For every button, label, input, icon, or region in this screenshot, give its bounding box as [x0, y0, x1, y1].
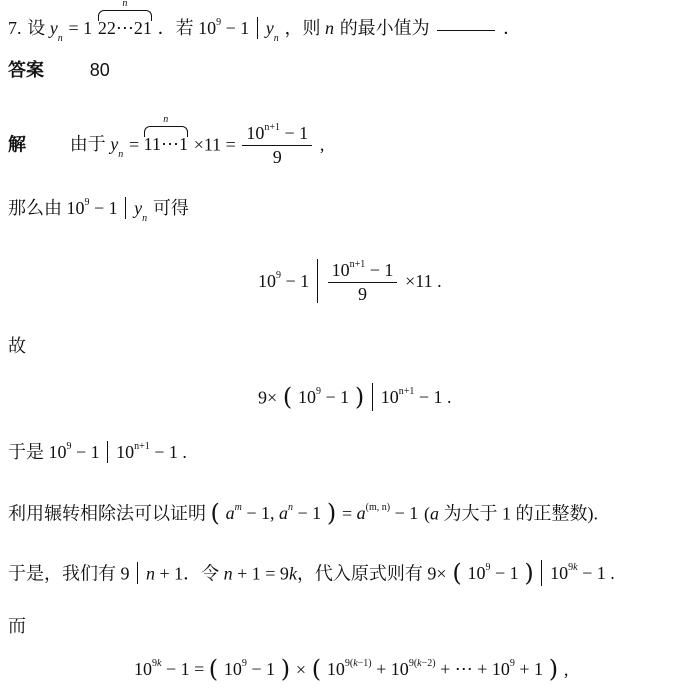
- solution-line-1: [8, 114, 325, 167]
- s8-text-2: n + 1．令 n + 1 = 9k，代入原式则有 9×: [145, 563, 447, 584]
- fraction-1-den: 9: [272, 146, 282, 167]
- divides-bar-2: [125, 197, 126, 219]
- er: 而: [8, 616, 26, 636]
- problem-text-part-3: ，则: [284, 18, 325, 38]
- y-n: $y_n$: [49, 18, 63, 44]
- solution-line-4: [8, 336, 26, 358]
- brace-top: [98, 10, 152, 21]
- s7-text-2: (a 为大于 1 的正整数).: [424, 503, 598, 524]
- answer-line: [8, 60, 110, 82]
- eq-sol: =: [128, 134, 144, 155]
- paren-open-5: (: [282, 383, 293, 411]
- fraction-2-den: 9: [358, 283, 368, 304]
- s3-left: $10^9 - 1$: [258, 270, 310, 291]
- s3-right: ×11 .: [405, 271, 442, 291]
- s5-9: 9×: [258, 387, 278, 408]
- brace-label: n: [122, 0, 128, 9]
- solution-label: 解: [8, 134, 26, 155]
- answer-blank: [437, 30, 495, 31]
- divides-bar-3: [317, 259, 318, 303]
- s10-comma: ,: [563, 659, 569, 680]
- s7-text-1: 利用辗转相除法可以证明: [8, 503, 211, 524]
- n-var: n: [324, 18, 334, 38]
- problem-number: 7.: [8, 18, 22, 38]
- s7-equals: =: [342, 503, 357, 524]
- gu: 故: [8, 336, 26, 356]
- paren-close-5: ): [354, 383, 365, 411]
- s7-a-n: $a^n - 1$: [279, 502, 322, 524]
- paren-open-10a: (: [208, 655, 219, 683]
- divides-bar-8b: [541, 560, 542, 586]
- paren-open-7: (: [210, 499, 220, 527]
- divides-bar-8a: [137, 562, 138, 584]
- divides-bar: [257, 17, 258, 39]
- s6-right: $10^{n+1} - 1$ .: [116, 441, 187, 462]
- fraction-2-num: $10^{n+1} - 1$: [328, 261, 398, 283]
- problem-text-part-1: 设: [27, 18, 50, 38]
- s7-a-m: $a^m - 1$,: [225, 502, 279, 524]
- s8-text-1: 于是，我们有 9: [8, 563, 130, 584]
- solution-line-6: [8, 442, 187, 464]
- problem-text-part-4: 的最小值为: [339, 18, 430, 38]
- divides-bar-5: [372, 383, 373, 411]
- fraction-2: [328, 258, 398, 304]
- solution-line-7: [8, 500, 598, 529]
- solution-line-10: [134, 656, 568, 685]
- s5-right: $10^{n+1} - 1$ .: [380, 386, 452, 408]
- y-n-3: $y_n$: [134, 198, 148, 224]
- y-n-2: $y_n$: [265, 18, 279, 44]
- solution-line-9: [8, 616, 26, 638]
- paren-open-10b: (: [311, 655, 322, 683]
- divides-bar-6: [107, 441, 108, 463]
- paren-close-7: ): [326, 499, 337, 527]
- brace-top-sol: [144, 126, 188, 137]
- y-n-sol: $y_n$: [110, 134, 124, 160]
- comma-1: ,: [319, 134, 325, 155]
- s10-left: $10^{9k} - 1$ =: [134, 658, 209, 680]
- s10-times: ×: [295, 659, 307, 680]
- answer-label: 答案: [8, 60, 44, 80]
- answer-value: 80: [89, 60, 110, 80]
- paren-close-10a: ): [280, 655, 291, 683]
- brace-22-21: n 22⋯21: [97, 0, 152, 38]
- period: ．: [503, 18, 522, 38]
- s8-inner: $10^9 - 1$: [467, 562, 519, 584]
- brace-11-1: n 11⋯1: [143, 114, 188, 155]
- equals: = 1: [68, 18, 93, 38]
- fraction-1: [242, 124, 312, 167]
- solution-line-5: [258, 384, 452, 413]
- times-11: ×11 =: [193, 134, 241, 155]
- solution-line-2-text-1: 那么由 $10^9 - 1$: [8, 197, 118, 218]
- s10-inner-1: $10^9 - 1$: [223, 658, 276, 680]
- brace-label-sol: n: [163, 114, 169, 126]
- paren-open-8: (: [452, 559, 462, 587]
- solution-line-2-text-2: 可得: [152, 198, 189, 218]
- s8-right: $10^{9k} - 1$ .: [550, 562, 615, 584]
- s5-inner: $10^9 - 1$: [298, 386, 350, 408]
- s6-text: 于是 $10^9 - 1$: [8, 441, 100, 462]
- solution-line-1-text: 由于: [69, 134, 111, 155]
- s10-inner-2: $10^{9(k-1)} + 10^{9(k-2)}$ + ⋯ + $10^9 + 1$: [326, 658, 544, 680]
- solution-line-2: [8, 198, 189, 223]
- solution-line-3: [258, 260, 442, 304]
- fraction-1-num: $10^{n+1} - 1$: [242, 124, 312, 146]
- problem-line: [8, 0, 522, 44]
- solution-line-8: [8, 560, 615, 589]
- s7-a-mn: $a^{(m, n)} - 1$: [356, 502, 419, 524]
- paren-close-10b: ): [548, 655, 559, 683]
- paren-close-8: ): [524, 559, 534, 587]
- problem-text-part-2: ．若 $10^9 - 1$: [157, 17, 250, 38]
